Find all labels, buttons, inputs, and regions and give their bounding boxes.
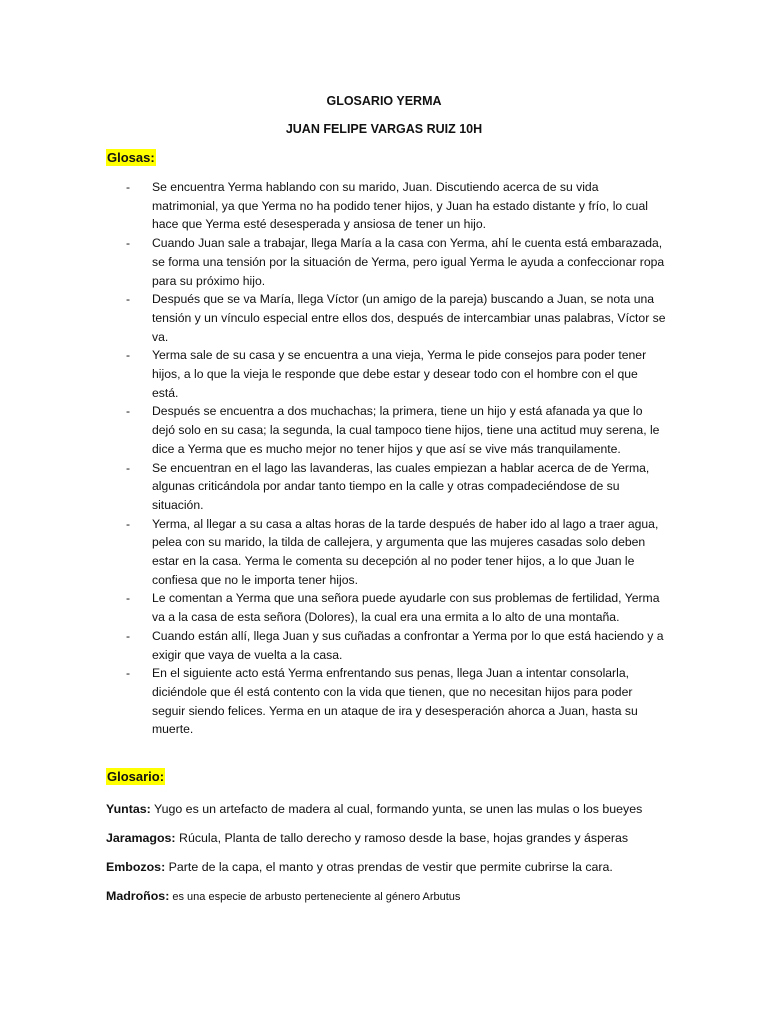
glossary-term: Madroños: [106, 889, 170, 903]
list-item: - Cuando Juan sale a trabajar, llega María a la casa con Yerma, ahí le cuenta está embarazada, se forma una tensión por la situación de Yerma, pero igual Yerma le ayuda a confeccionar ropa para su próximo hijo. [106, 234, 666, 290]
list-item: - Después que se va María, llega Víctor (un amigo de la pareja) buscando a Juan, se nota una tensión y un vínculo especial entre ellos dos, después de intercambiar unas palabras, Víctor se va. [106, 290, 666, 346]
glossary-term: Embozos: [106, 860, 166, 874]
list-item: - Cuando están allí, llega Juan y sus cuñadas a confrontar a Yerma por lo que está haciendo y a exigir que vaya de vuelta a la casa. [106, 627, 666, 664]
glossary-entry-madronos [106, 887, 706, 906]
document-title: GLOSARIO YERMA [326, 94, 442, 108]
glossary-entry-embozos [106, 858, 706, 876]
list-item: - En el siguiente acto está Yerma enfrentando sus penas, llega Juan a intentar consolarla, diciéndole que él está contento con la vida que tienen, que no necesitan hijos para poder seguir siendo felices. Yerma en un ataque de ira y desesperación ahorca a Juan, hasta su muerte. [106, 664, 666, 739]
list-item: - Se encuentra Yerma hablando con su marido, Juan. Discutiendo acerca de su vida matrimonial, ya que Yerma no ha podido tener hijos, y Juan ha estado distante y frío, lo cual hace que Yerma esté desesperada y ansiosa de tener un hijo. [106, 178, 666, 234]
list-item: - Se encuentran en el lago las lavanderas, las cuales empiezan a hablar acerca de de Yerma, algunas criticándola por andar tanto tiempo en la calle y otras compadeciéndose de su situación. [106, 459, 666, 515]
glosas-heading: Glosas: [107, 150, 155, 165]
glossary-definition: Parte de la capa, el manto y otras prendas de vestir que permite cubrirse la cara. [165, 860, 613, 874]
glossary-definition: Yugo es un artefacto de madera al cual, formando yunta, se unen las mulas o los bueyes [150, 802, 643, 816]
glosario-heading: Glosario: [107, 769, 165, 784]
glossary-entry-yuntas [106, 800, 706, 818]
list-item: - Yerma, al llegar a su casa a altas horas de la tarde después de haber ido al lago a traer agua, pelea con su marido, la tilda de callejera, y argumenta que las mujeres casadas solo deben estar en la casa. Yerma le comenta su decepción al no poder tener hijos, a lo que Juan le confiesa que no le importa tener hijos. [106, 515, 666, 590]
glossary-definition: Rúcula, Planta de tallo derecho y ramoso desde la base, hojas grandes y ásperas [175, 831, 629, 845]
glosas-list [106, 178, 666, 739]
list-item: - Yerma sale de su casa y se encuentra a una vieja, Yerma le pide consejos para poder tener hijos, a lo que la vieja le responde que debe estar y desear todo con el hombre con el que está. [106, 346, 666, 402]
glossary-entry-jaramagos [106, 829, 706, 847]
glossary-definition: es una especie de arbusto perteneciente al género Arbutus [169, 891, 461, 903]
document-author: JUAN FELIPE VARGAS RUIZ 10H [285, 122, 483, 136]
list-item: - Le comentan a Yerma que una señora puede ayudarle con sus problemas de fertilidad, Yerma va a la casa de esta señora (Dolores), la cual era una ermita a lo alto de una montaña. [106, 589, 666, 626]
glossary-term: Yuntas: [106, 802, 151, 816]
glossary-term: Jaramagos: [106, 831, 176, 845]
list-item: - Después se encuentra a dos muchachas; la primera, tiene un hijo y está afanada ya que lo dejó solo en su casa; la segunda, la cual tampoco tiene hijos, tiene una actitud muy serena, le dice a Yerma que es mucho mejor no tener hijos y que así se vive más tranquilamente. [106, 402, 666, 458]
